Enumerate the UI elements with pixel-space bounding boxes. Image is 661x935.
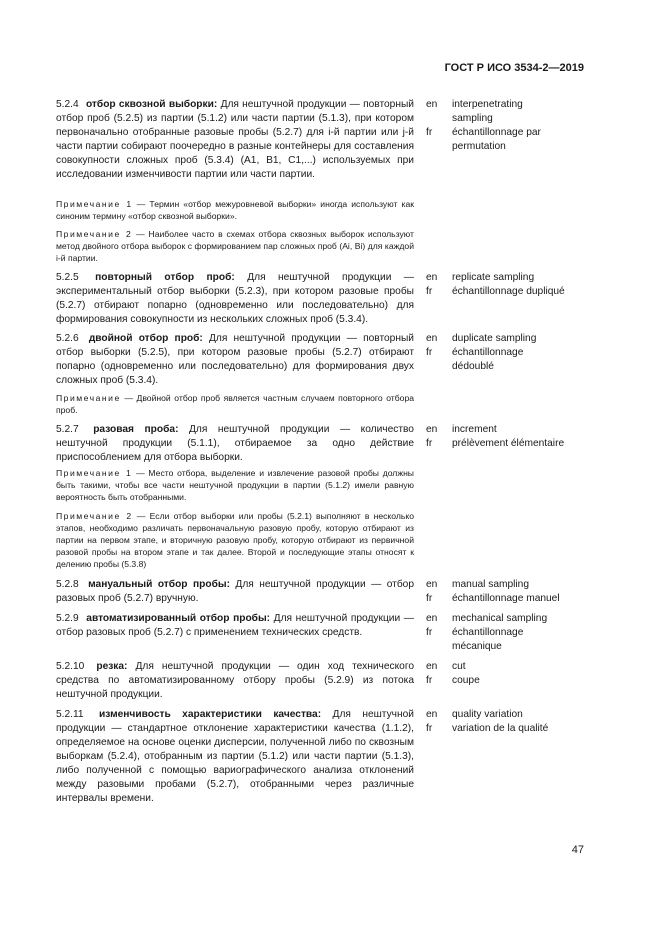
lang-term: échantillonnage par xyxy=(452,127,541,138)
lang-term: échantillonnage xyxy=(452,347,524,358)
lang-term: échantillonnage manuel xyxy=(452,593,560,604)
note-label: Примечание xyxy=(56,393,121,403)
equivalents xyxy=(426,578,606,606)
lang-code: en xyxy=(426,613,438,624)
lang-term: quality variation xyxy=(452,709,523,720)
term-number: 5.2.9 xyxy=(56,613,79,624)
note-label: Примечание 1 xyxy=(56,199,133,209)
lang-term: sampling xyxy=(452,113,493,124)
term-title: разовая проба: xyxy=(93,424,179,435)
equivalents xyxy=(426,660,606,688)
note xyxy=(56,228,414,264)
note-label: Примечание 1 xyxy=(56,468,133,478)
equivalents xyxy=(426,423,606,451)
note-text: — Двойной отбор проб является частным случаем повторного отбора проб. xyxy=(56,393,415,415)
term-title: автоматизированный отбор пробы: xyxy=(86,613,271,624)
lang-term: replicate sampling xyxy=(452,272,535,283)
term-definition: Для нештучной продукции — количество нештучной продукции (5.1.1), отбираемое за одно действие приспособлением для отбора выборки. xyxy=(56,424,414,463)
lang-term: interpenetrating xyxy=(452,99,523,110)
lang-code: fr xyxy=(426,438,433,449)
term-number: 5.2.6 xyxy=(56,333,79,344)
term-title: резка: xyxy=(96,661,128,672)
lang-code: en xyxy=(426,333,438,344)
term-title: изменчивость характеристики качества: xyxy=(99,709,322,720)
lang-code: en xyxy=(426,709,438,720)
lang-term: duplicate sampling xyxy=(452,333,537,344)
lang-term: mechanical sampling xyxy=(452,613,548,624)
term-definition: Для нештучной продукции — повторный отбор выборки (5.2.5), при котором разовые пробы (5.2.7) отбирают попарно (одновременно или последовательно) для формирования двух сложных проб (5.3.4). xyxy=(56,333,414,386)
lang-code: fr xyxy=(426,286,433,297)
lang-code: fr xyxy=(426,627,433,638)
lang-term: increment xyxy=(452,424,497,435)
term-number: 5.2.8 xyxy=(56,579,79,590)
term-number: 5.2.11 xyxy=(56,709,84,720)
page-number: 47 xyxy=(571,844,584,856)
note-text: — Наиболее часто в схемах отбора сквозных выборок используют метод двойного отбора выборок с формированием пар сложных проб (Ai, Bi) для каждой i-й партии. xyxy=(56,229,414,263)
lang-code: en xyxy=(426,661,438,672)
lang-term: mécanique xyxy=(452,641,502,652)
lang-term: variation de la qualité xyxy=(452,723,549,734)
lang-term: permutation xyxy=(452,141,506,152)
lang-code: fr xyxy=(426,347,433,358)
note xyxy=(56,198,414,222)
term-number: 5.2.4 xyxy=(56,99,79,110)
note-label: Примечание 2 xyxy=(56,511,133,521)
term-definition: Для нештучной продукции — стандартное отклонение характеристики качества (1.1.2), определяемое на основе оценки дисперсии, полученной либо по сквозным выборкам (5.2.4), отобранным из партии (5.1.2) или части партии (5.1.3), либо полученной с помощью вариографического анализа отклонений между разовыми пробами (5.2.7), отобранными через различные интервалы времени. xyxy=(56,709,414,804)
lang-code: fr xyxy=(426,675,433,686)
term-definition: Для нештучной продукции — повторный отбор проб (5.2.5) из партии (5.1.2) или части партии (5.1.3), при котором первоначально отобранные разовые пробы (5.2.7) для i-й партии или j-й части партии собирают поочередно в разные контейнеры для составления совокупности сложных проб (5.3.4) (A1, B1, C1,...) используемых при исследовании изменчивости партии или части партии. xyxy=(56,99,414,180)
term-number: 5.2.7 xyxy=(56,424,79,435)
term-title: двойной отбор проб: xyxy=(88,333,203,344)
term-definition: Для нештучной продукции — отбор разовых проб (5.2.7) с применением технических средств. xyxy=(56,613,414,638)
term-definition: Для нештучной продукции — один ход технического средства по автоматизированному отбору пробы (5.2.9) из потока нештучной продукции. xyxy=(56,661,414,700)
term-title: повторный отбор проб: xyxy=(95,272,235,283)
lang-term: cut xyxy=(452,661,466,672)
lang-code: fr xyxy=(426,723,433,734)
equivalents xyxy=(426,708,606,736)
term-number: 5.2.5 xyxy=(56,272,79,283)
term-title: мануальный отбор пробы: xyxy=(88,579,230,590)
note-text: — Если отбор выборки или пробы (5.2.1) выполняют в несколько этапов, необходимо различать первоначальную разовую пробу, которую отбирают из партии на первом этапе, и вторичную разовую пробу, которую отбирают из первичной разовой пробы на втором этапе и так далее. Второй и последующие этапы относят к делению пробы (5.3.8) xyxy=(56,511,414,569)
term-number: 5.2.10 xyxy=(56,661,85,672)
equivalents xyxy=(426,332,606,374)
lang-code: fr xyxy=(426,593,433,604)
lang-term: coupe xyxy=(452,675,480,686)
equivalents xyxy=(426,271,606,299)
lang-code: fr xyxy=(426,127,433,138)
note xyxy=(56,467,414,503)
term-definition: Для нештучной продукции — отбор разовых проб (5.2.7) вручную. xyxy=(56,579,414,604)
lang-term: échantillonnage xyxy=(452,627,524,638)
lang-code: en xyxy=(426,272,438,283)
lang-term: prélèvement élémentaire xyxy=(452,438,565,449)
note-label: Примечание 2 xyxy=(56,229,133,239)
note-text: — Место отбора, выделение и извлечение разовой пробы должны быть такими, чтобы все части нештучной продукции в партии (5.1.2) имели равную вероятность быть отобранными. xyxy=(56,468,414,502)
term-title: отбор сквозной выборки: xyxy=(85,99,218,110)
lang-term: dédoublé xyxy=(452,361,494,372)
lang-term: échantillonnage dupliqué xyxy=(452,286,565,297)
lang-code: en xyxy=(426,99,438,110)
lang-code: en xyxy=(426,579,438,590)
equivalents xyxy=(426,612,606,654)
equivalents xyxy=(426,98,606,154)
lang-term: manual sampling xyxy=(452,579,530,590)
lang-code: en xyxy=(426,424,438,435)
term-definition: Для нештучной продукции — экспериментальный отбор выборки (5.2.3), при котором разовые пробы (5.2.7) отбирают попарно (одновременно или последовательно) для формирования совокупности из нескольких сложных проб (5.3.4). xyxy=(56,272,414,325)
standard-header: ГОСТ Р ИСО 3534-2—2019 xyxy=(444,62,584,74)
note xyxy=(56,392,414,416)
note-text: — Термин «отбор межуровневой выборки» иногда используют как синоним термину «отбор сквозной выборки». xyxy=(56,199,414,221)
note xyxy=(56,510,414,570)
